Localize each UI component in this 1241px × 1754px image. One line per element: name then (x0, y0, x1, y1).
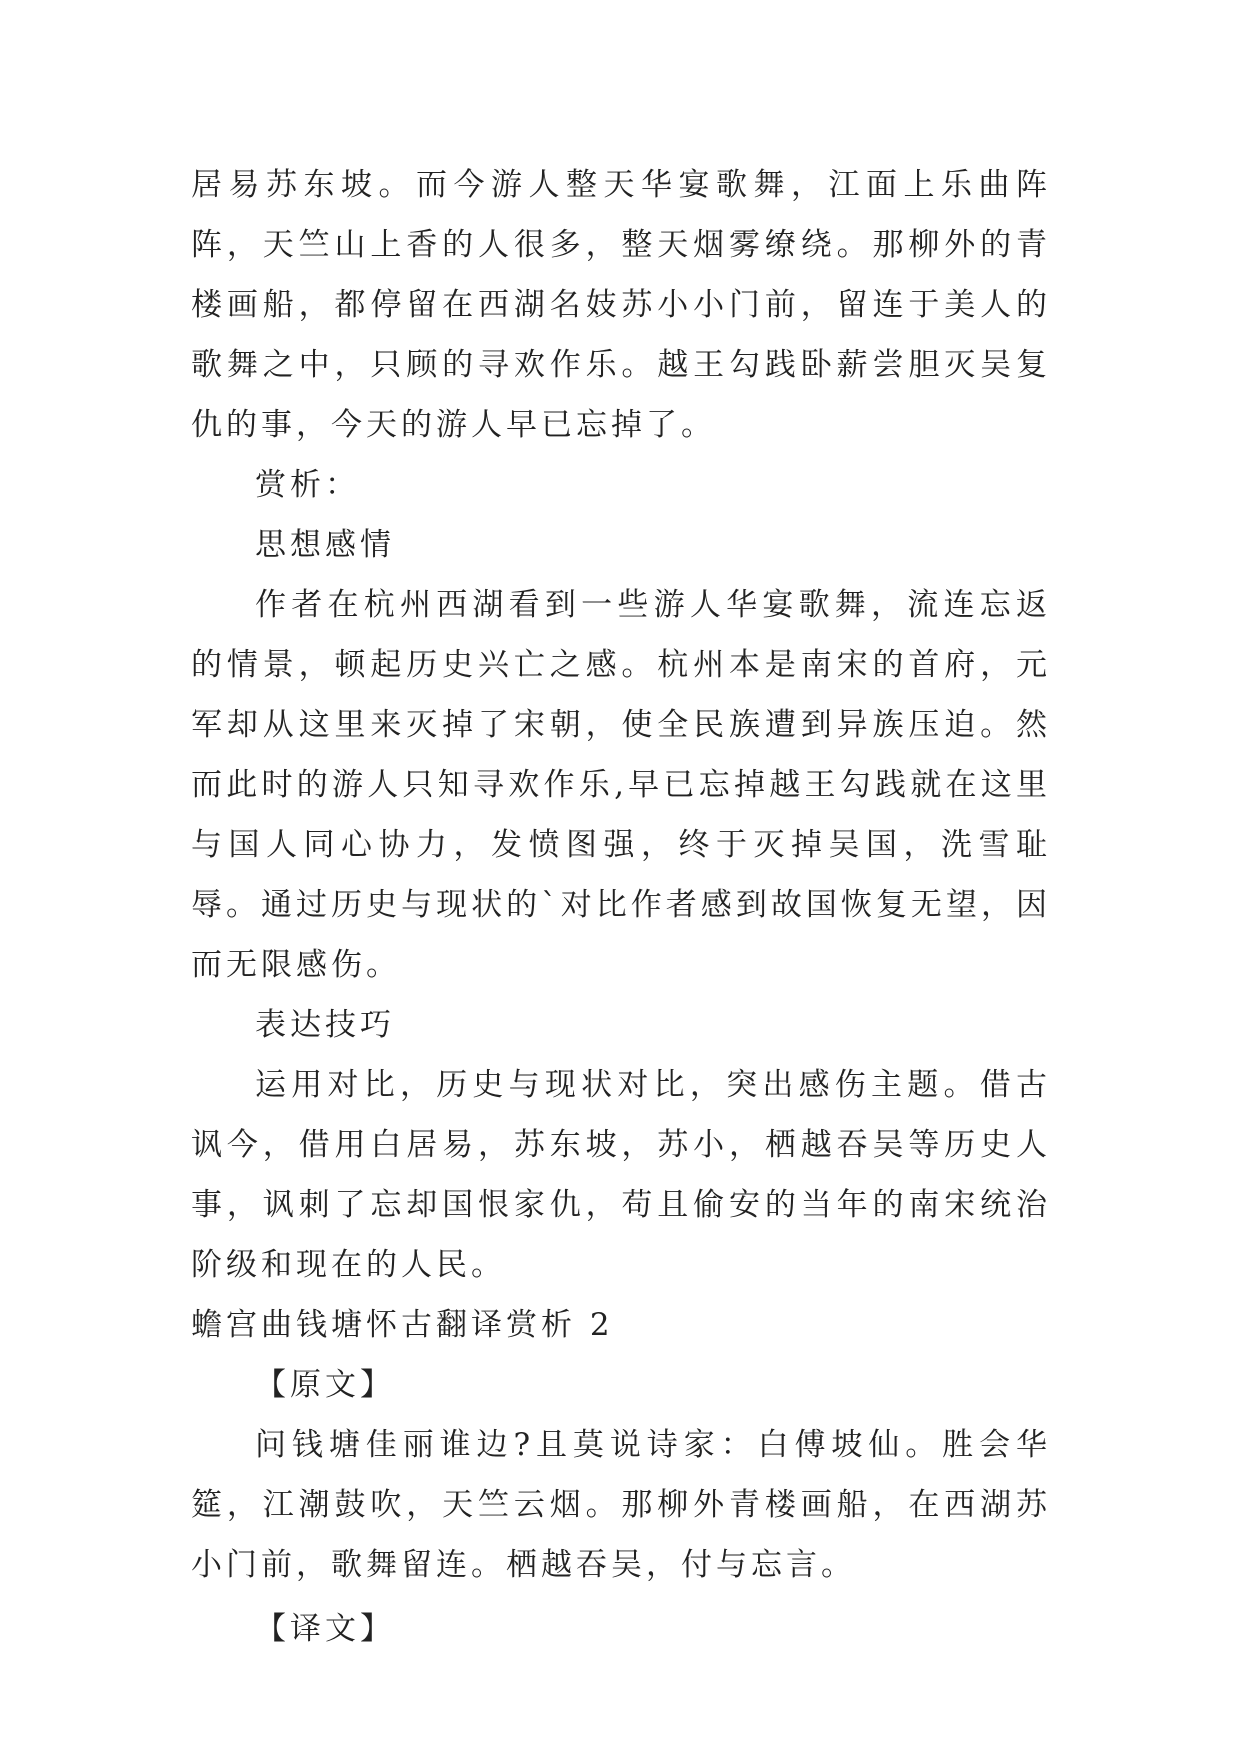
original-text: 问钱塘佳丽谁边?且莫说诗家：白傅坡仙。胜会华筵，江潮鼓吹，天竺云烟。那柳外青楼画船，在西湖苏小门前，歌舞留连。栖越吞吴，付与忘言。 (191, 1427, 1051, 1583)
thoughts-paragraph: 作者在杭州西湖看到一些游人华宴歌舞，流连忘返的情景，顿起历史兴亡之感。杭州本是南宋的首府，元军却从这里来灭掉了宋朝，使全民族遭到异族压迫。然而此时的游人只知寻欢作乐,早已忘掉越王勾践就在这里与国人同心协力，发愤图强，终于灭掉吴国，洗雪耻辱。通过历史与现状的`对比作者感到故国恢复无望，因而无限感伤。 (191, 587, 1051, 983)
section-title: 蟾宫曲钱塘怀古翻译赏析 2 (191, 1307, 614, 1343)
translation-continued (191, 155, 1051, 1659)
appreciation-label: 赏析： (255, 467, 360, 503)
translation-label: 【译文】 (255, 1611, 395, 1647)
techniques-heading: 表达技巧 (255, 1007, 395, 1043)
original-label: 【原文】 (255, 1367, 395, 1403)
continued-paragraph: 居易苏东坡。而今游人整天华宴歌舞，江面上乐曲阵阵，天竺山上香的人很多，整天烟雾缭绕。那柳外的青楼画船，都停留在西湖名妓苏小小门前，留连于美人的歌舞之中，只顾的寻欢作乐。越王勾践卧薪尝胆灭吴复仇的事，今天的游人早已忘掉了。 (191, 167, 1051, 443)
thoughts-heading: 思想感情 (255, 527, 395, 563)
techniques-paragraph: 运用对比，历史与现状对比，突出感伤主题。借古讽今，借用白居易，苏东坡，苏小，栖越吞吴等历史人事，讽刺了忘却国恨家仇，苟且偷安的当年的南宋统治阶级和现在的人民。 (191, 1067, 1051, 1283)
